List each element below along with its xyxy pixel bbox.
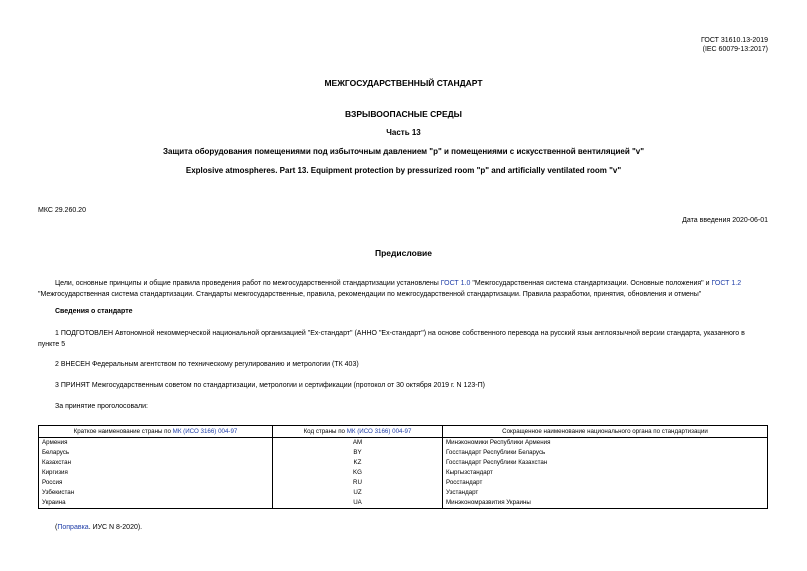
body-cell: Росстандарт	[443, 478, 768, 488]
country-cell: Россия	[39, 478, 273, 488]
standard-name: ВЗРЫВООПАСНЫЕ СРЕДЫ	[344, 109, 462, 119]
country-cell: Киргизия	[39, 468, 273, 478]
mk-iso-link[interactable]: МК (ИСО 3166) 004-97	[346, 427, 412, 435]
iec-code: (IEC 60079-13:2017)	[702, 46, 768, 53]
table-row	[39, 488, 768, 498]
preface-paragraph-1	[38, 278, 778, 300]
signatories-table	[38, 425, 768, 509]
para1-text-1: Цели, основные принципы и общие правила проведения работ по межгосударственной стандартизации установлены	[55, 280, 441, 287]
item-1-line-1: 1 ПОДГОТОВЛЕН Автономной некоммерческой национальной организацией "Ех-стандарт" (АННО "Ех-стандарт") на основе собственного перевода на русский язык англоязычной версии стандарта, указанного в	[55, 330, 745, 337]
country-cell: Узбекистан	[39, 488, 273, 498]
subtitle-ru: Защита оборудования помещениями под избыточным давлением "р" и помещениями с искусственной вентиляцией "v"	[162, 147, 644, 156]
code-cell: KG	[273, 468, 443, 478]
country-cell: Казахстан	[39, 458, 273, 468]
table-row	[39, 438, 768, 449]
code-cell: UZ	[273, 488, 443, 498]
country-cell: Украина	[39, 498, 273, 509]
code-cell: UA	[273, 498, 443, 509]
table-row	[39, 458, 768, 468]
mks-code: МКС 29.260.20	[38, 207, 86, 214]
country-cell: Армения	[39, 438, 273, 449]
vote-label: За принятие проголосовали:	[55, 403, 148, 410]
col-code-header: Код страны по МК (ИСО 3166) 004-97	[273, 426, 443, 438]
body-cell: Узстандарт	[443, 488, 768, 498]
info-heading: Сведения о стандарте	[55, 308, 133, 315]
para1-text-3: "Межгосударственная система стандартизации. Стандарты межгосударственные, правила, рекомендации по межгосударственной стандартизации. Правила разработки, принятия, обновления и отмены"	[38, 291, 702, 298]
code-cell: AM	[273, 438, 443, 449]
body-cell: Минэкономразвития Украины	[443, 498, 768, 509]
body-cell: Кыргызстандарт	[443, 468, 768, 478]
body-cell: Минэкономики Республики Армения	[443, 438, 768, 449]
table-header-row	[39, 426, 768, 438]
col-country-header: Краткое наименование страны по МК (ИСО 3166) 004-97	[39, 426, 273, 438]
footnote	[55, 524, 142, 531]
table-row	[39, 498, 768, 509]
table-row	[39, 478, 768, 488]
item-3: 3 ПРИНЯТ Межгосударственным советом по стандартизации, метрологии и сертификации (протокол от 30 октября 2019 г. N 123-П)	[55, 382, 485, 389]
body-cell: Госстандарт Республики Казахстан	[443, 458, 768, 468]
country-cell: Беларусь	[39, 448, 273, 458]
table-row	[39, 468, 768, 478]
body-cell: Госстандарт Республики Беларусь	[443, 448, 768, 458]
item-1	[38, 328, 778, 350]
code-cell: KZ	[273, 458, 443, 468]
code-cell: BY	[273, 448, 443, 458]
subtitle-en: Explosive atmospheres. Part 13. Equipment protection by pressurized room "p" and artificially ventilated room "v"	[185, 166, 622, 175]
code-cell: RU	[273, 478, 443, 488]
standard-code: ГОСТ 31610.13-2019	[701, 37, 768, 44]
mk-iso-link[interactable]: МК (ИСО 3166) 004-97	[172, 427, 238, 435]
gost-1-0-link[interactable]: ГОСТ 1.0	[440, 280, 471, 287]
amendment-link[interactable]: Поправка	[57, 524, 89, 531]
preface-heading: Предисловие	[374, 248, 433, 258]
item-1-line-2: пункте 5	[38, 341, 66, 348]
gost-1-2-link[interactable]: ГОСТ 1.2	[711, 280, 742, 287]
standard-part: Часть 13	[386, 128, 421, 137]
para1-text-2: "Межгосударственная система стандартизации. Основные положения" и	[470, 280, 712, 287]
footnote-rest: . ИУС N 8-2020).	[88, 524, 143, 531]
footnote-open: (	[55, 524, 58, 531]
table-row	[39, 448, 768, 458]
intro-date: Дата введения 2020-06-01	[682, 217, 768, 224]
standard-type: МЕЖГОСУДАРСТВЕННЫЙ СТАНДАРТ	[324, 78, 483, 88]
item-2: 2 ВНЕСЕН Федеральным агентством по техническому регулированию и метрологии (ТК 403)	[55, 361, 359, 368]
col-body-header: Сокращенное наименование национального органа по стандартизации	[443, 426, 768, 438]
